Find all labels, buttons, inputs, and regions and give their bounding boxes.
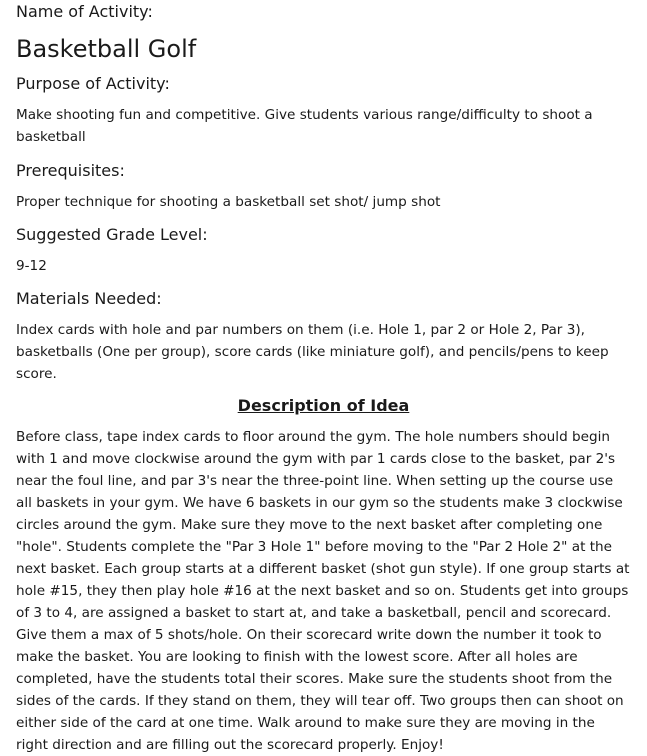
prerequisites-text: Proper technique for shooting a basketball set shot/ jump shot [16, 194, 441, 210]
materials-label: Materials Needed: [16, 289, 162, 308]
name-of-activity-label: Name of Activity: [16, 2, 153, 21]
activity-title: Basketball Golf [16, 35, 197, 63]
description-text: Before class, tape index cards to floor around the gym. The hole numbers should begin with 1 and move clockwise around the gym with par 1 cards close to the basket, par 2's near the foul line, and par 3's near the three-point line. When setting up the course use all baskets in your gym. We have 6 baskets in our gym so the students make 3 clockwise circles around the gym. Make sure they move to the next basket after completing one "hole". Students complete the "Par 3 Hole 1" before moving to the "Par 2 Hole 2" at the next basket. Each group starts at a different basket (shot gun style). If one group starts at hole #15, they then play hole #16 at the next basket and so on. Students get into groups of 3 to 4, are assigned a basket to start at, and take a basketball, pencil and scorecard. Give them a max of 5 shots/hole. On their scorecard write down the number it took to make the basket. You are looking to finish with the lowest score. After all holes are completed, have the students total their scores. Make sure the students shoot from the sides of the cards. If they stand on them, they will tear off. Two groups then can shoot on either side of the card at one time. Walk around to make sure they are moving in the right direction and are filling out the scorecard properly. Enjoy! [16, 429, 630, 753]
purpose-label: Purpose of Activity: [16, 74, 170, 93]
grade-level-label: Suggested Grade Level: [16, 225, 208, 244]
materials-text: Index cards with hole and par numbers on them (i.e. Hole 1, par 2 or Hole 2, Par 3), basketballs (One per group), score cards (like miniature golf), and pencils/pens to keep score. [16, 322, 609, 382]
grade-level-text: 9-12 [16, 258, 47, 274]
prerequisites-label: Prerequisites: [16, 161, 125, 180]
description-heading: Description of Idea [237, 396, 410, 415]
purpose-text: Make shooting fun and competitive. Give students various range/difficulty to shoot a basketball [16, 107, 593, 145]
